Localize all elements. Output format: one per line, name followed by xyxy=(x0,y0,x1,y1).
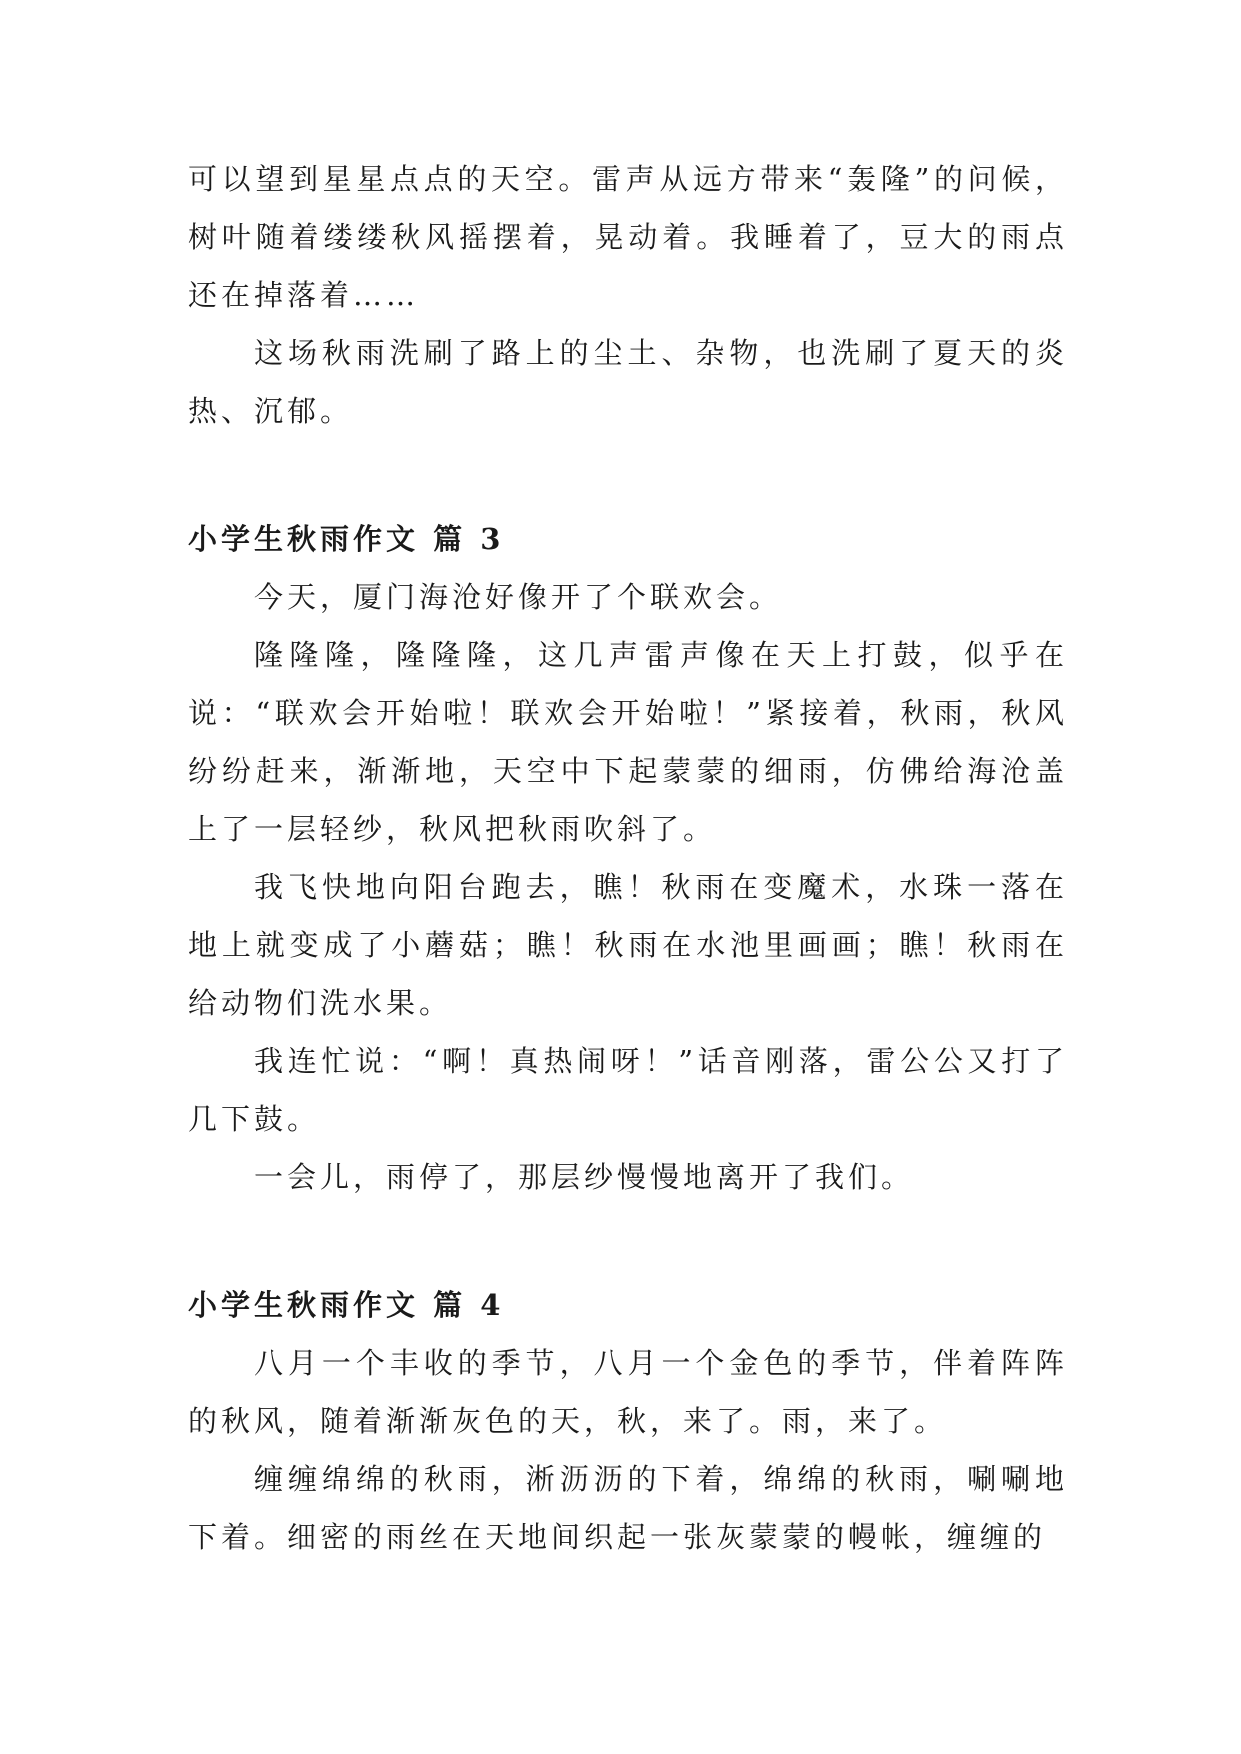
paragraph: 隆隆隆，隆隆隆，这几声雷声像在天上打鼓，似乎在说：“联欢会开始啦！联欢会开始啦！”紧接着，秋雨，秋风纷纷赶来，渐渐地，天空中下起蒙蒙的细雨，仿佛给海沧盖上了一层轻纱，秋风把秋雨吹斜了。 xyxy=(188,638,1068,846)
paragraph: 这场秋雨洗刷了路上的尘土、杂物，也洗刷了夏天的炎热、沉郁。 xyxy=(188,336,1068,428)
paragraph: 我连忙说：“啊！真热闹呀！”话音刚落，雷公公又打了几下鼓。 xyxy=(188,1044,1068,1136)
paragraph: 可以望到星星点点的天空。雷声从远方带来“轰隆”的问候，树叶随着缕缕秋风摇摆着，晃动着。我睡着了，豆大的雨点还在掉落着…… xyxy=(188,162,1068,312)
section-gap xyxy=(188,440,1068,510)
paragraph: 八月一个丰收的季节，八月一个金色的季节，伴着阵阵的秋风，随着渐渐灰色的天，秋，来了。雨，来了。 xyxy=(188,1346,1068,1438)
section-gap xyxy=(188,1206,1068,1276)
paragraph: 一会儿，雨停了，那层纱慢慢地离开了我们。 xyxy=(254,1160,915,1194)
section-heading: 小学生秋雨作文 篇 3 xyxy=(188,522,505,556)
paragraph: 今天，厦门海沧好像开了个联欢会。 xyxy=(254,580,783,614)
paragraph: 我飞快地向阳台跑去，瞧！秋雨在变魔术，水珠一落在地上就变成了小蘑菇；瞧！秋雨在水池里画画；瞧！秋雨在给动物们洗水果。 xyxy=(188,870,1068,1020)
paragraph: 缠缠绵绵的秋雨，淅沥沥的下着，绵绵的秋雨，唰唰地下着。细密的雨丝在天地间织起一张灰蒙蒙的幔帐，缠缠的 xyxy=(188,1462,1068,1554)
section-heading: 小学生秋雨作文 篇 4 xyxy=(188,1288,505,1322)
document-page xyxy=(188,150,1068,1566)
